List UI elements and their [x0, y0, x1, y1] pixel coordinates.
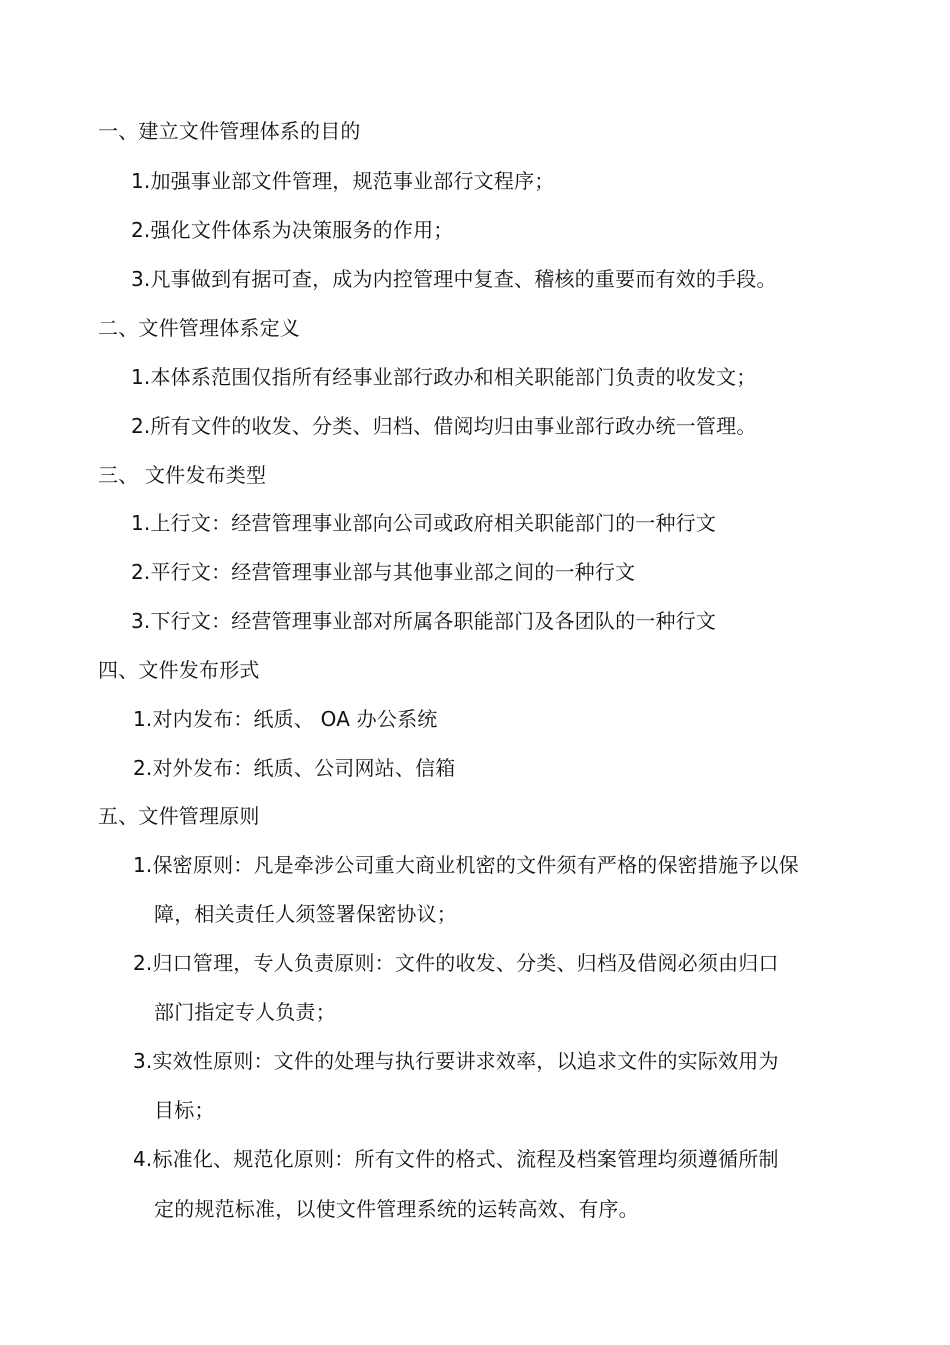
section-heading: 三、 文件发布类型	[98, 463, 267, 487]
list-item-continuation: 定的规范标准，以使文件管理系统的运转高效、有序。	[154, 1197, 639, 1221]
list-item: 4.标准化、规范化原则：所有文件的格式、流程及档案管理均须遵循所制	[133, 1147, 779, 1171]
list-item: 1.保密原则：凡是牵涉公司重大商业机密的文件须有严格的保密措施予以保	[133, 853, 799, 877]
section-heading: 五、文件管理原则	[98, 804, 260, 828]
section-heading: 四、文件发布形式	[98, 658, 260, 682]
section-heading: 二、文件管理体系定义	[98, 316, 300, 340]
list-item: 3.下行文：经营管理事业部对所属各职能部门及各团队的一种行文	[131, 609, 717, 633]
list-item: 1.加强事业部文件管理，规范事业部行文程序；	[131, 169, 555, 193]
list-item: 2.强化文件体系为决策服务的作用；	[131, 218, 454, 242]
list-item: 2.对外发布：纸质、公司网站、信箱	[133, 756, 456, 780]
list-item-continuation: 部门指定专人负责；	[154, 1000, 336, 1024]
list-item: 1.本体系范围仅指所有经事业部行政办和相关职能部门负责的收发文；	[131, 365, 757, 389]
section-heading: 一、建立文件管理体系的目的	[98, 119, 361, 143]
list-item-continuation: 目标；	[154, 1098, 215, 1122]
list-item: 2.归口管理，专人负责原则：文件的收发、分类、归档及借阅必须由归口	[133, 951, 779, 975]
list-item: 1.上行文：经营管理事业部向公司或政府相关职能部门的一种行文	[131, 511, 717, 535]
list-item: 3.凡事做到有据可查，成为内控管理中复查、稽核的重要而有效的手段。	[131, 267, 777, 291]
list-item: 2.所有文件的收发、分类、归档、借阅均归由事业部行政办统一管理。	[131, 414, 757, 438]
list-item: 1.对内发布：纸质、 OA 办公系统	[133, 707, 438, 731]
list-item: 2.平行文：经营管理事业部与其他事业部之间的一种行文	[131, 560, 636, 584]
list-item: 3.实效性原则：文件的处理与执行要讲求效率，以追求文件的实际效用为	[133, 1049, 779, 1073]
list-item-continuation: 障，相关责任人须签署保密协议；	[154, 902, 457, 926]
